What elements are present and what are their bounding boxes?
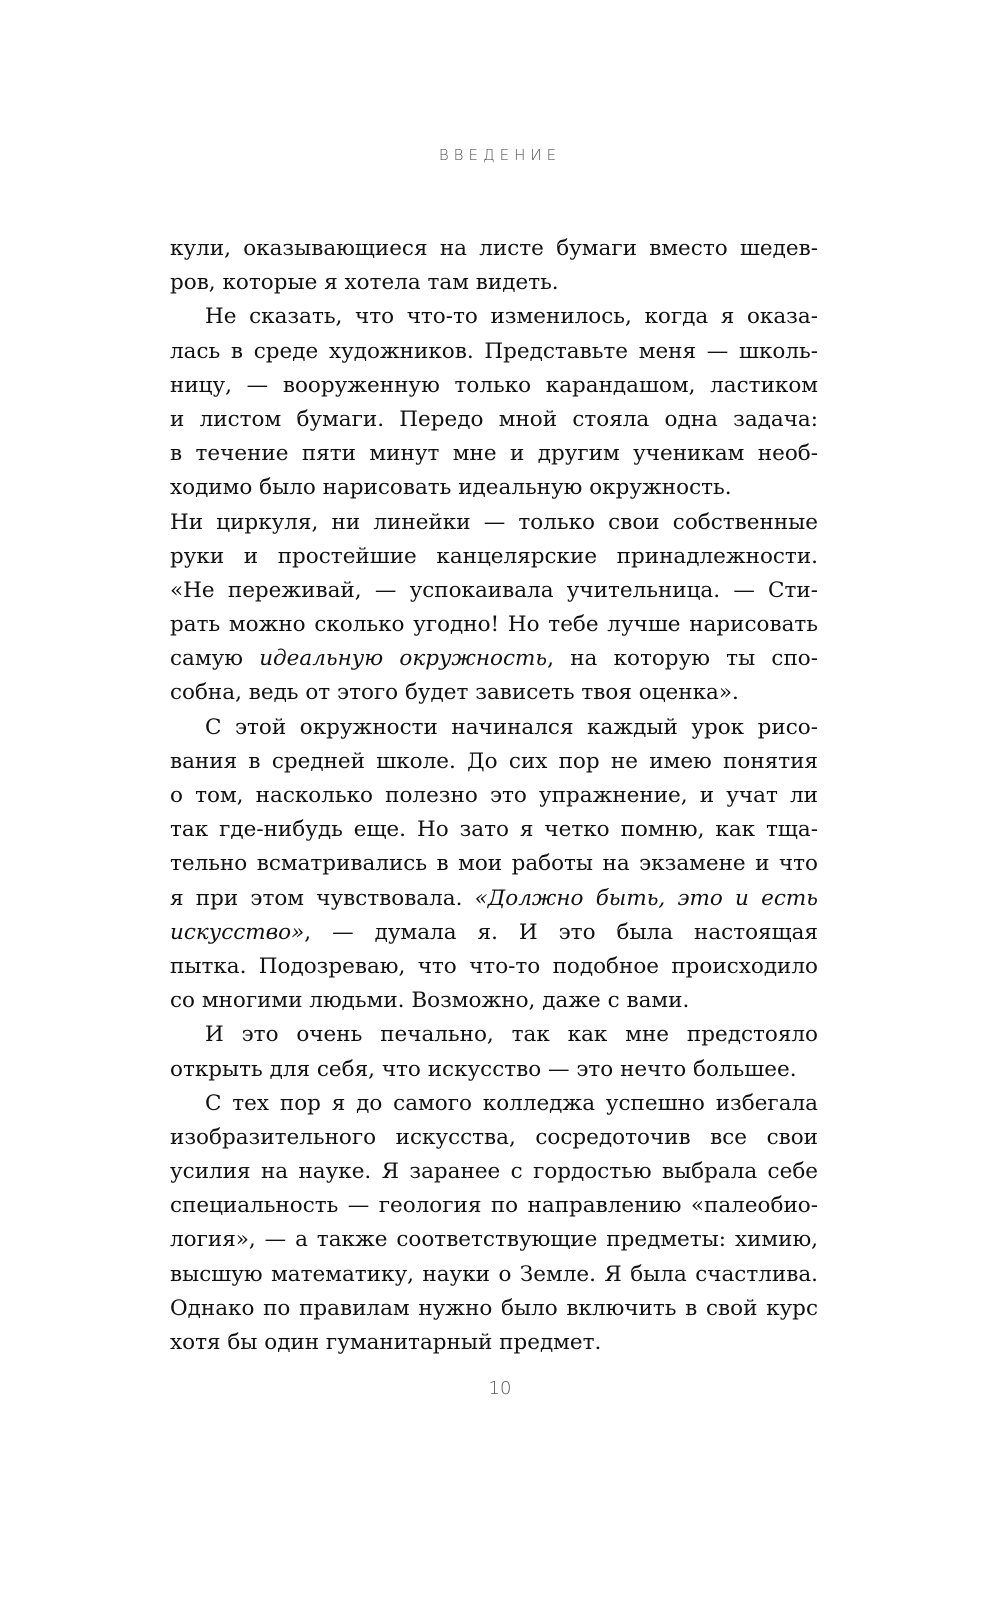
text-line: пытка. Подозреваю, что что-то подобное происходило	[170, 953, 818, 979]
text-line: руки и простейшие канцелярские принадлежности.	[170, 543, 818, 569]
text-line: ницу, — вооруженную только карандашом, ластиком	[170, 372, 818, 398]
text-line: усилия на науке. Я заранее с гордостью выбрала себе	[170, 1159, 818, 1185]
text-line: вания в средней школе. До сих пор не имею понятия	[170, 748, 818, 774]
text-line: «Не переживай, — успокаивала учительница. — Сти-	[170, 577, 818, 603]
italic-emphasis: «Должно быть, это и есть	[474, 885, 818, 911]
text-line: С этой окружности начинался каждый урок рисо-	[205, 714, 818, 740]
text-line: хотя бы один гуманитарный предмет.	[170, 1330, 602, 1355]
text-line: Не сказать, что что-то изменилось, когда я оказа-	[205, 304, 818, 330]
text-line: рать можно сколько угодно! Но тебе лучше нарисовать	[170, 612, 818, 638]
text-line: тельно всматривались в мои работы на экзамене и что	[170, 851, 818, 877]
text-line: я при этом чувствовала. «Должно быть, это и есть	[170, 885, 818, 911]
text-line: кули, оказывающиеся на листе бумаги вместо шедев-	[170, 236, 818, 261]
italic-emphasis: искусство»	[170, 919, 305, 945]
text-line: со многими людьми. Возможно, даже с вами.	[170, 988, 690, 1014]
text-line: высшую математику, науки о Земле. Я была счастлива.	[170, 1261, 818, 1287]
text-line: и листом бумаги. Передо мной стояла одна задача:	[170, 406, 818, 432]
text-line: так где-нибудь еще. Но зато я четко помню, как тща-	[170, 817, 818, 843]
text-line: самую идеальную окружность, на которую ты спо-	[170, 646, 818, 672]
page-number: 10	[488, 1378, 512, 1399]
text-line: искусство», — думала я. И это была настоящая	[170, 919, 818, 945]
text-line: Ни циркуля, ни линейки — только свои собственные	[170, 509, 818, 535]
text-line: специальность — геология по направлению «палеобио-	[170, 1193, 818, 1219]
italic-emphasis: идеальную окружность	[259, 646, 548, 672]
text-line: собна, ведь от этого будет зависеть твоя оценка».	[170, 680, 739, 706]
text-line: Однако по правилам нужно было включить в свой курс	[170, 1295, 818, 1321]
text-line: о том, насколько полезно это упражнение, и учат ли	[170, 783, 818, 808]
text-line: лась в среде художников. Представьте меня — школь-	[170, 338, 818, 364]
text-line: С тех пор я до самого колледжа успешно избегала	[205, 1090, 818, 1116]
body-text	[170, 232, 818, 1360]
text-line: ров, которые я хотела там видеть.	[170, 270, 559, 296]
text-line: ходимо было нарисовать идеальную окружность.	[170, 475, 732, 501]
text-line: в течение пяти минут мне и другим ученикам необ-	[170, 441, 818, 467]
running-head: ВВЕДЕНИЕ	[438, 146, 562, 164]
text-line: изобразительного искусства, сосредоточив все свои	[170, 1124, 818, 1150]
text-line: открыть для себя, что искусство — это нечто большее.	[170, 1056, 797, 1082]
text-line: И это очень печально, так как мне предстояло	[205, 1022, 818, 1048]
text-line: логия», — а также соответствующие предметы: химию,	[170, 1227, 818, 1253]
